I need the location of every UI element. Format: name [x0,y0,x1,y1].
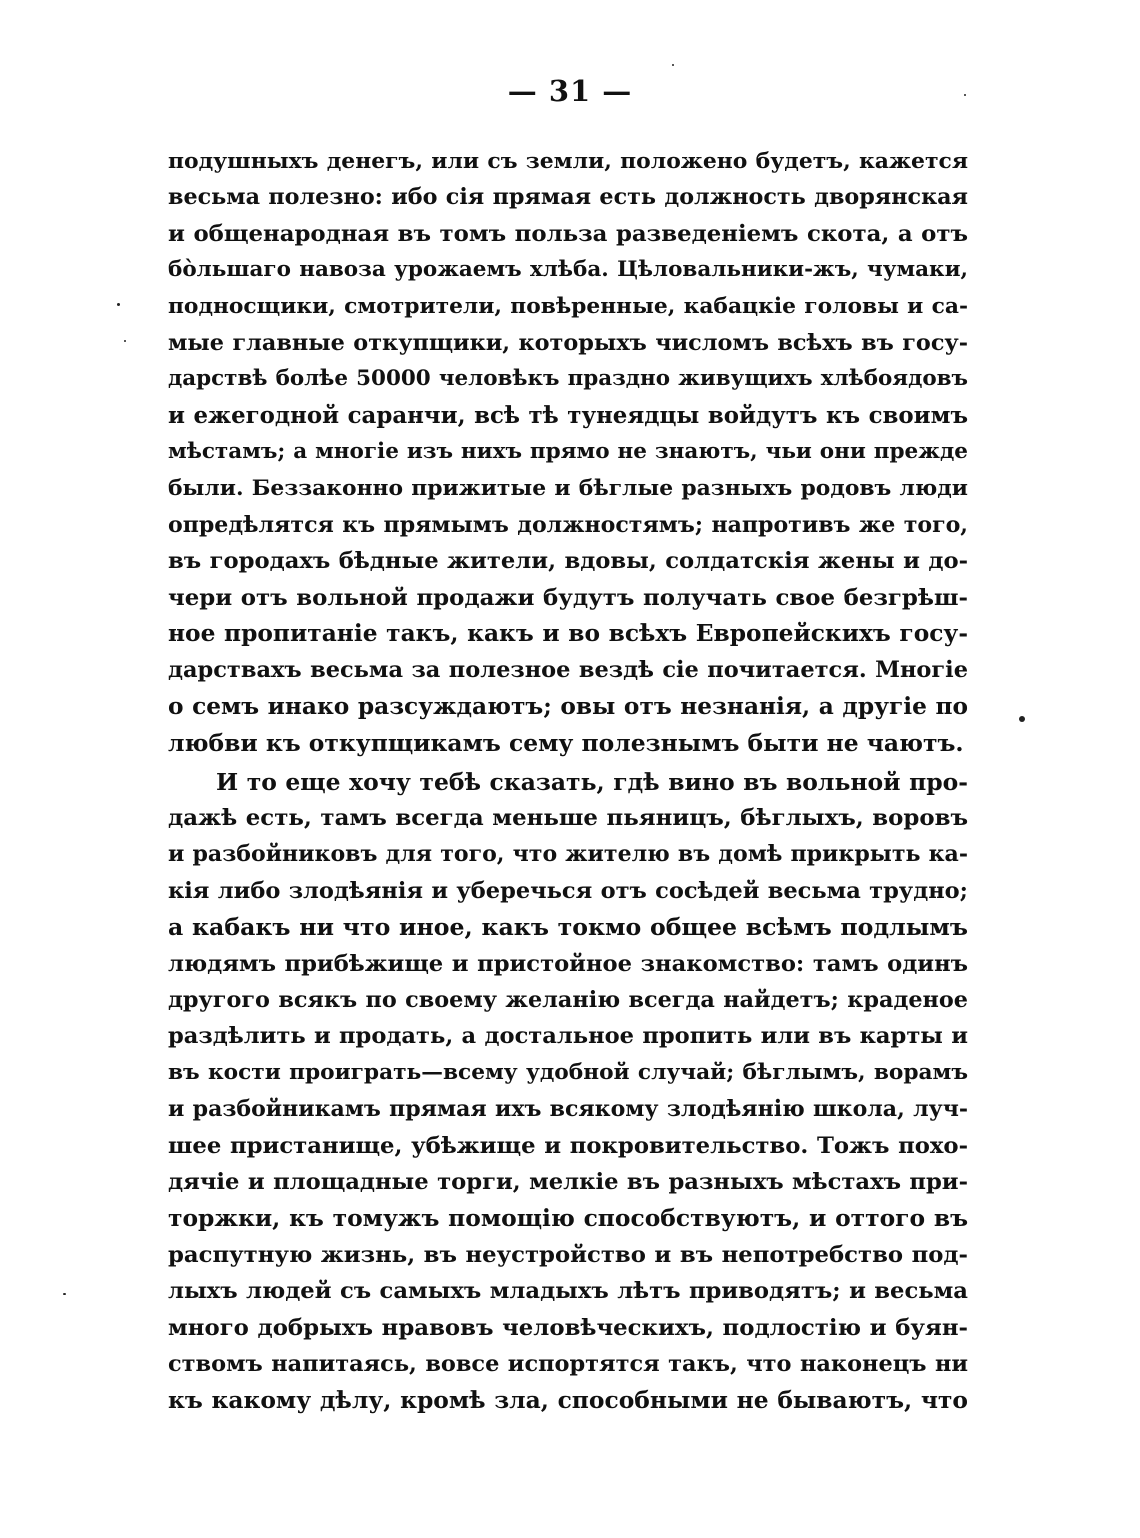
text-line: опредѣлятся къ прямымъ должностямъ; напротивъ же того, [168,511,968,538]
text-line: дарствахъ весьма за полезное вездѣ сіе почитается. Многіе [168,657,968,684]
text-line: шее пристанище, убѣжище и покровительство. Тожъ похо- [168,1132,968,1159]
text-line: любви къ откупщикамъ сему полезнымъ быти не чаютъ. [168,729,964,758]
text-line: подушныхъ денегъ, или съ земли, положено будетъ, кажется [168,148,968,174]
text-line: весьма полезно: ибо сія прямая есть должность дворянская [168,184,968,211]
text-line: дарствѣ болѣе 50000 человѣкъ праздно живущихъ хлѣбоядовъ [168,366,968,392]
text-line: распутную жизнь, въ неустройство и въ непотребство под- [168,1241,968,1268]
text-line: мые главные откупщики, которыхъ числомъ всѣхъ въ госу- [168,329,968,356]
text-line: были. Беззаконно прижитые и бѣглые разныхъ родовъ люди [168,475,968,501]
text-line: раздѣлить и продать, а достальное пропить или въ карты и [168,1023,968,1050]
text-line: другого всякъ по своему желанію всегда найдетъ; краденое [168,986,968,1013]
text-line: подносщики, смотрители, повѣренные, кабацкіе головы и са- [168,293,968,319]
scan-speck [964,94,966,96]
scan-speck [124,340,126,342]
text-line: къ какому дѣлу, кромѣ зла, способными не бываютъ, что [168,1386,968,1415]
text-line: много добрыхъ нравовъ человѣческихъ, подлостію и буян- [168,1314,968,1341]
text-line: торжки, къ томужъ помощію способствуютъ, и оттого въ [168,1204,968,1233]
page-number: — 31 — [507,74,633,108]
text-line: въ кости проиграть—всему удобной случай; бѣглымъ, ворамъ [168,1059,968,1085]
text-line: людямъ прибѣжище и пристойное знакомство: тамъ одинъ [168,950,968,977]
text-line: и разбойникамъ прямая ихъ всякому злодѣянію школа, луч- [168,1096,968,1123]
text-line: и разбойниковъ для того, что жителю въ домѣ прикрыть ка- [168,841,968,868]
text-line: въ городахъ бѣдные жители, вдовы, солдатскія жены и до- [168,548,968,575]
text-line: лыхъ людей съ самыхъ младыхъ лѣтъ приводятъ; и весьма [168,1278,968,1305]
scan-speck [672,64,674,66]
text-line: ствомъ напитаясь, вовсе испортятся такъ, что наконецъ ни [168,1350,968,1377]
text-line: и общенародная въ томъ польза разведеніемъ скота, а отъ [168,220,968,247]
paragraph-1 [168,143,968,762]
paragraph-2 [168,764,968,1419]
text-line: о семъ инако разсуждаютъ; овы отъ незнанія, а другіе по [168,692,968,720]
text-line: бо̀льшаго навоза урожаемъ хлѣба. Цѣловальники-жъ, чумаки, [168,257,968,283]
text-line: мѣстамъ; а многіе изъ нихъ прямо не знаютъ, чьи они прежде [168,439,968,465]
text-line: чери отъ вольной продажи будутъ получать свое безгрѣш- [168,584,968,611]
scan-speck [63,1293,66,1295]
body-text [168,143,968,1419]
scan-speck [117,303,120,306]
text-line: дажѣ есть, тамъ всегда меньше пьяницъ, бѣглыхъ, воровъ [168,805,968,832]
text-line: дячіе и площадные торги, мелкіе въ разныхъ мѣстахъ при- [168,1168,968,1195]
text-line: и ежегодной саранчи, всѣ тѣ тунеядцы войдутъ къ своимъ [168,402,968,429]
text-line: а кабакъ ни что иное, какъ токмо общее всѣмъ подлымъ [168,913,968,942]
scan-speck [1019,716,1025,722]
text-line: ное пропитаніе такъ, какъ и во всѣхъ Европейскихъ госу- [168,620,968,648]
text-line: И то еще хочу тебѣ сказать, гдѣ вино въ вольной про- [216,767,968,796]
text-line: кія либо злодѣянія и уберечься отъ сосѣдей весьма трудно; [168,877,968,904]
